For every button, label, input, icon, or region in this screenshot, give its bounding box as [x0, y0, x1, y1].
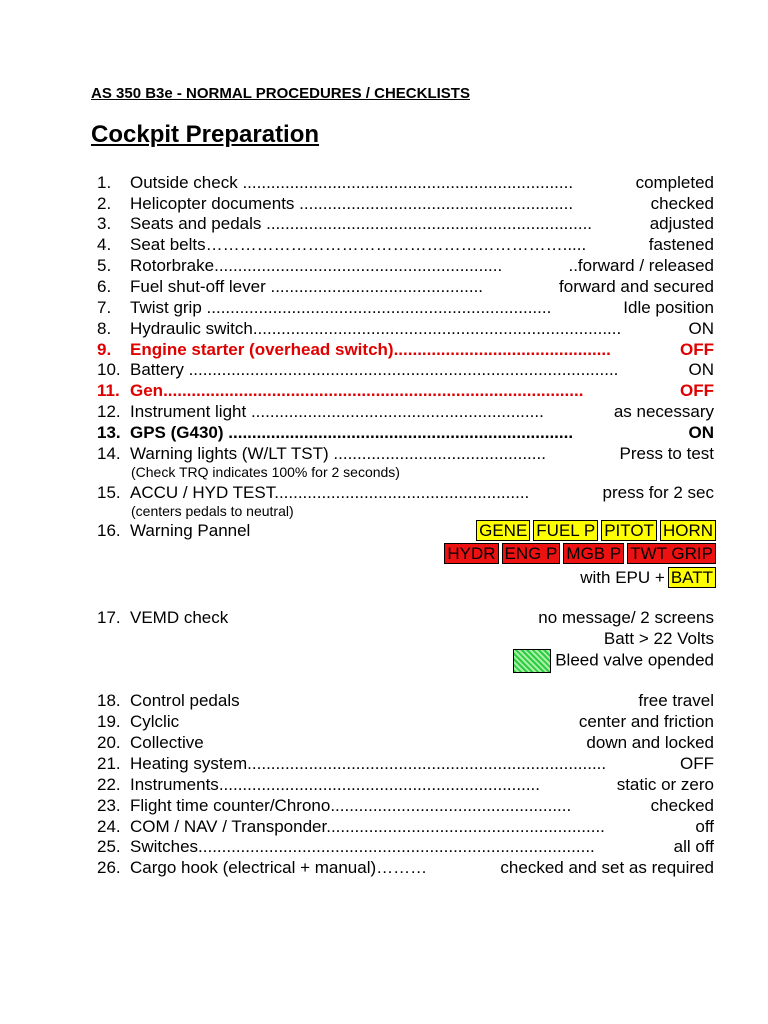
checklist-item-22 [97, 774, 714, 795]
item-value: completed [635, 173, 714, 192]
item-label: Hydraulic switch.............................................................................. [130, 319, 622, 338]
item-value: ON [688, 423, 714, 442]
item-number: 26. [97, 858, 121, 877]
item-value: center and friction [578, 712, 714, 731]
item-value: no message/ 2 screens [538, 608, 714, 627]
item-label: Control pedals [130, 691, 240, 710]
item-number: 3. [97, 214, 112, 233]
checklist-item-14 [97, 443, 714, 464]
item-number: 4. [97, 235, 112, 254]
item-value: adjusted [649, 214, 714, 233]
item-label: Collective [130, 733, 204, 752]
item-value: fastened [648, 235, 714, 254]
item-value: checked [650, 796, 714, 815]
epu-text: with EPU + [580, 568, 665, 587]
item-label: Instruments.................................................................... [130, 775, 540, 794]
item-label: Instrument light .............................................................. [130, 402, 544, 421]
checklist-item-3 [97, 213, 714, 234]
item-label: Helicopter documents .......................................................... [130, 194, 574, 213]
checklist-item-20 [97, 732, 714, 753]
item-value: free travel [638, 691, 714, 710]
item-number: 17. [97, 608, 121, 627]
item-value: Idle position [623, 298, 714, 317]
item-value: all off [673, 837, 714, 856]
item-number: 2. [97, 194, 112, 213]
warning-light-horn: HORN [660, 520, 716, 541]
item-number: 13. [97, 423, 121, 442]
item-label: GPS (G430) ......................................................................... [130, 423, 574, 442]
checklist-item-18 [97, 690, 714, 711]
item-number: 20. [97, 733, 121, 752]
item-label: COM / NAV / Transponder........................................................... [130, 817, 605, 836]
item-label: Twist grip ......................................................................... [130, 298, 552, 317]
item-value: ON [688, 360, 714, 379]
item-number: 19. [97, 712, 121, 731]
checklist-item-26 [97, 857, 714, 878]
vemd-batt: Batt > 22 Volts [603, 629, 714, 648]
checklist-item-23 [97, 795, 714, 816]
item-label: Fuel shut-off lever ............................................. [130, 277, 484, 296]
checklist-item-8 [97, 318, 714, 339]
item-value: OFF [680, 340, 714, 359]
vemd-bleed-valve [513, 649, 714, 673]
item-value: Press to test [619, 444, 714, 463]
checklist-item-21 [97, 753, 714, 774]
checklist-item-1 [97, 172, 714, 193]
checklist-item-12 [97, 401, 714, 422]
checklist-item-9 [97, 339, 714, 360]
item-value: forward and secured [559, 277, 714, 296]
item-value: ON [688, 319, 714, 338]
warning-light-hydr: HYDR [444, 543, 498, 564]
item-number: 8. [97, 319, 112, 338]
item-number: 22. [97, 775, 121, 794]
item-label: ACCU / HYD TEST...................................................... [130, 483, 530, 502]
warning-panel-row-2 [444, 543, 716, 564]
item-label: Warning Pannel [130, 521, 251, 540]
item-label: Rotorbrake............................................................. [130, 256, 503, 275]
item-number: 14. [97, 444, 121, 463]
note-pedals: (centers pedals to neutral) [131, 503, 294, 519]
warning-light-mgb-p: MGB P [563, 543, 624, 564]
item-label: Cargo hook (electrical + manual)……… [130, 858, 428, 877]
item-label: Seat belts………………………………………………………..... [130, 235, 587, 254]
item-label: Warning lights (W/LT TST) ............................................. [130, 444, 546, 463]
item-number: 6. [97, 277, 112, 296]
item-number: 23. [97, 796, 121, 815]
item-value: checked [650, 194, 714, 213]
item-number: 1. [97, 173, 112, 192]
item-number: 5. [97, 256, 112, 275]
document-header: AS 350 B3e - NORMAL PROCEDURES / CHECKLISTS [91, 85, 470, 102]
item-value: OFF [680, 754, 714, 773]
note-trq: (Check TRQ indicates 100% for 2 seconds) [131, 464, 400, 480]
item-value: checked and set as required [500, 858, 714, 877]
item-number: 7. [97, 298, 112, 317]
checklist-item-6 [97, 276, 714, 297]
item-number: 12. [97, 402, 121, 421]
item-label: Heating system............................................................................ [130, 754, 607, 773]
item-number: 21. [97, 754, 121, 773]
checklist-item-7 [97, 297, 714, 318]
item-value: down and locked [586, 733, 714, 752]
checklist-item-13 [97, 422, 714, 443]
item-label: Outside check ...................................................................... [130, 173, 574, 192]
item-value: press for 2 sec [602, 483, 714, 502]
item-number: 11. [97, 381, 120, 400]
checklist-item-5 [97, 255, 714, 276]
bleed-valve-indicator-icon [513, 649, 551, 673]
item-label: Gen......................................................................................... [130, 381, 584, 400]
warning-panel-row-3 [580, 567, 716, 588]
warning-light-gene: GENE [476, 520, 530, 541]
page-title: Cockpit Preparation [91, 121, 320, 148]
warning-light-batt: BATT [668, 567, 716, 588]
checklist-item-15 [97, 482, 714, 503]
checklist-item-10 [97, 359, 714, 380]
item-value: OFF [680, 381, 714, 400]
checklist-item-25 [97, 836, 714, 857]
item-label: Seats and pedals ..................................................................... [130, 214, 593, 233]
item-value: static or zero [616, 775, 714, 794]
checklist-item-24 [97, 816, 714, 837]
warning-panel-row-1 [476, 520, 716, 541]
item-number: 15. [97, 483, 121, 502]
bleed-valve-label: Bleed valve opended [555, 650, 714, 670]
checklist-item-11 [97, 380, 714, 401]
item-label: Flight time counter/Chrono................................................... [130, 796, 572, 815]
item-label: Switches.................................................................................... [130, 837, 595, 856]
checklist-item-4 [97, 234, 714, 255]
item-label: VEMD check [130, 608, 229, 627]
item-value: as necessary [613, 402, 714, 421]
item-number: 18. [97, 691, 121, 710]
warning-light-fuel-p: FUEL P [533, 520, 598, 541]
item-label: Battery ........................................................................................... [130, 360, 619, 379]
checklist-item-2 [97, 193, 714, 214]
item-number: 9. [97, 340, 112, 359]
warning-light-eng-p: ENG P [502, 543, 561, 564]
item-label: Cylclic [130, 712, 180, 731]
checklist-item-19 [97, 711, 714, 732]
item-number: 10. [97, 360, 121, 379]
item-value: ..forward / released [568, 256, 714, 275]
item-value: off [695, 817, 714, 836]
item-number: 25. [97, 837, 121, 856]
checklist-item-17 [97, 607, 714, 628]
item-label: Engine starter (overhead switch).............................................. [130, 340, 611, 359]
warning-light-pitot: PITOT [601, 520, 657, 541]
item-number: 24. [97, 817, 121, 836]
item-number: 16. [97, 521, 121, 540]
warning-light-twt-grip: TWT GRIP [627, 543, 716, 564]
